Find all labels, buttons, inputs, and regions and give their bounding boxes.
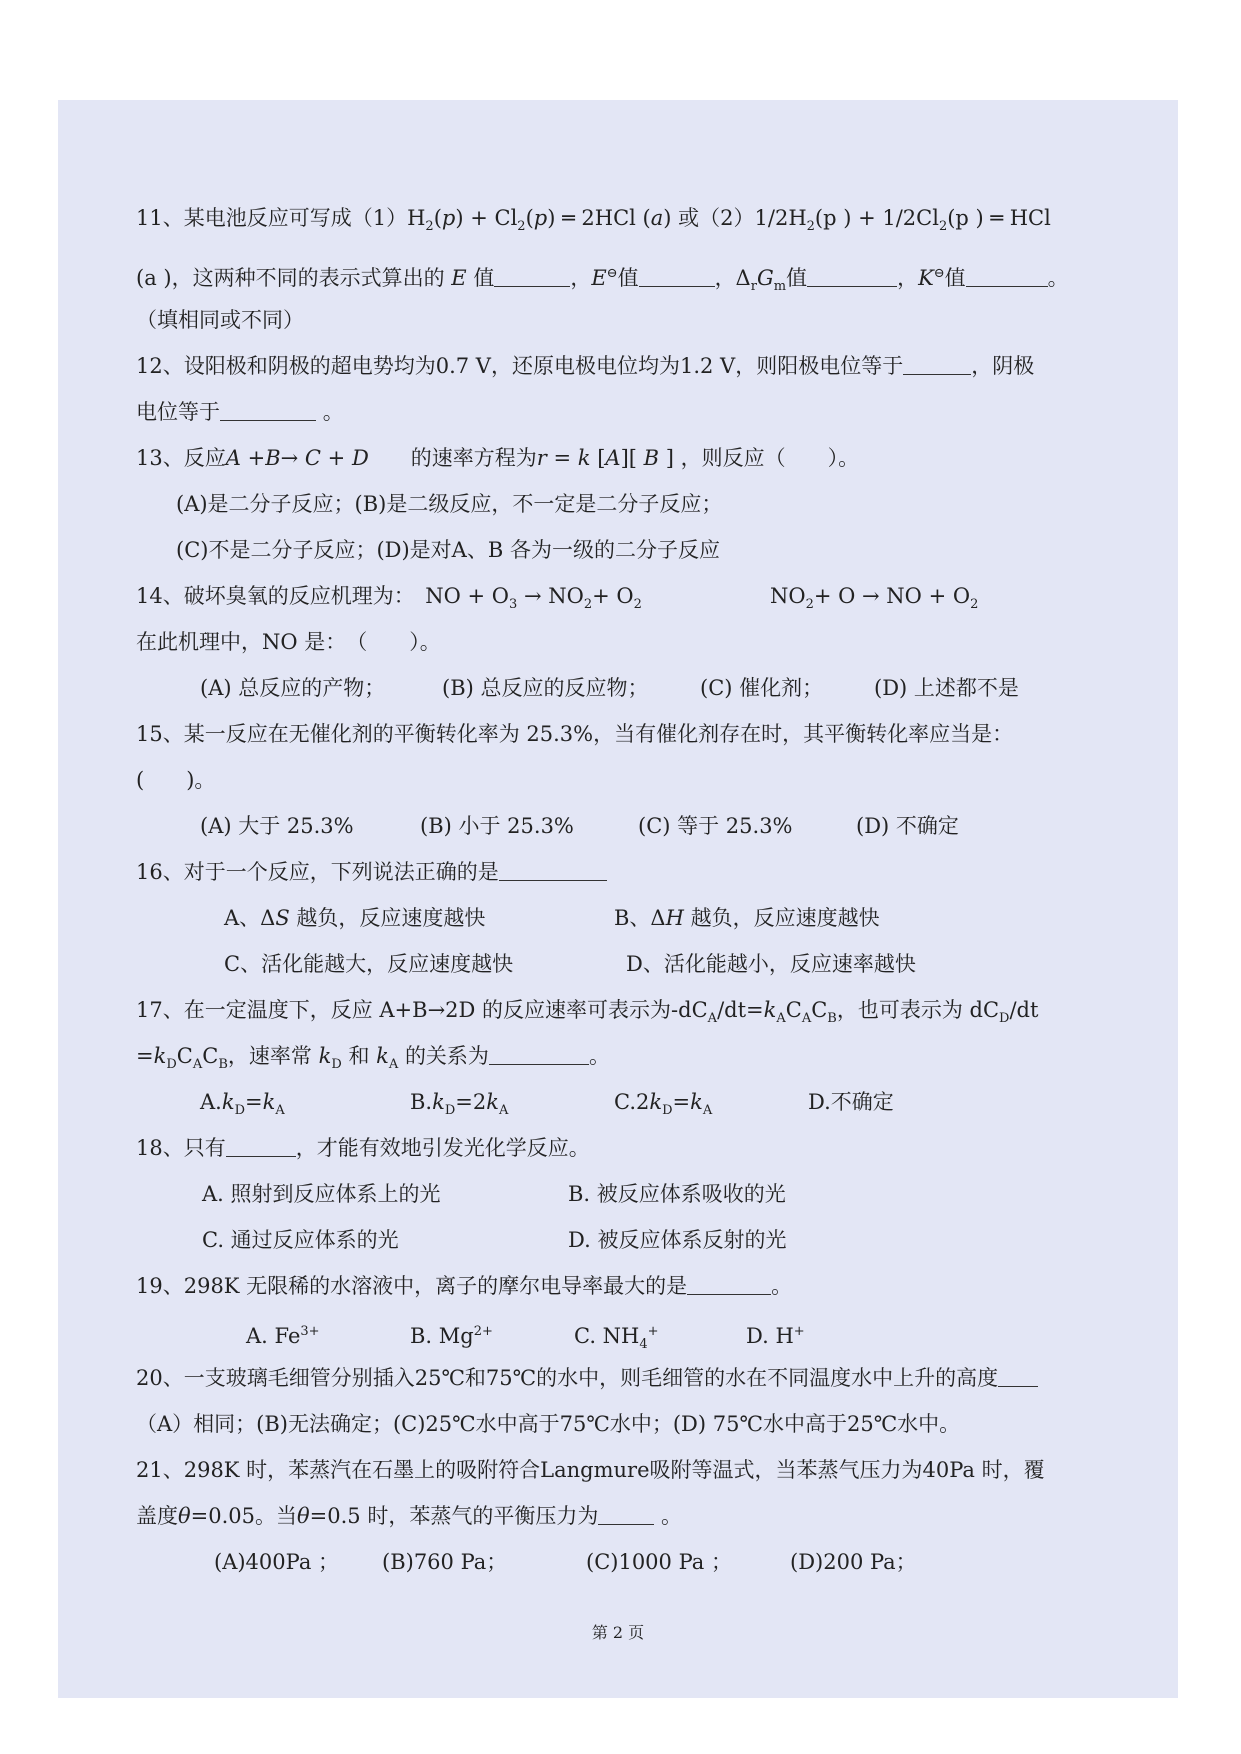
q16-text: 16、对于一个反应，下列说法正确的是 <box>136 860 499 884</box>
q16-stem <box>136 858 607 886</box>
q20-options: （A）相同；(B)无法确定；(C)25℃水中高于75℃水中；(D) 75℃水中高于25℃水中。 <box>136 1412 961 1436</box>
answer-blank[interactable] <box>903 354 971 375</box>
q12-text: 电位等于 <box>136 400 220 424</box>
q11-text: (a )，这两种不同的表示式算出的 <box>136 266 445 290</box>
q17-text: 。 <box>588 1044 610 1068</box>
page-content <box>58 100 1178 1698</box>
q11-text: 值 <box>617 266 639 290</box>
q12-text: ，阴极 <box>971 354 1035 378</box>
q11-text: (p ) + 1/2Cl <box>814 206 939 230</box>
q11-text: 11、某电池反应可写成（1） <box>136 206 408 230</box>
q21-text: 。 <box>661 1504 683 1528</box>
q17-text: C.2 <box>614 1090 650 1114</box>
q17-text: ，速率常 <box>227 1044 312 1068</box>
q14-option-c[interactable]: (C) 催化剂； <box>700 676 824 700</box>
q16-option-c[interactable]: C、活化能越大，反应速度越快 <box>224 952 514 976</box>
q21-option-a[interactable]: (A)400Pa ； <box>214 1550 340 1574</box>
q17-text: = <box>136 1044 154 1068</box>
q18-text: 18、只有 <box>136 1136 226 1160</box>
q21-option-d[interactable]: (D)200 Pa； <box>790 1550 917 1574</box>
q11-text: 。 <box>1047 266 1069 290</box>
q17-line2: $=k_DC_AC_B$，速率常 $k_D$ 和 $k_A$ 的关系为 。 <box>136 1044 610 1073</box>
answer-blank[interactable] <box>598 1504 654 1525</box>
q13-text: ，则反应（ ）。 <box>680 446 860 470</box>
q19-option-a[interactable]: A. $Fe^{3+}$ <box>246 1324 320 1348</box>
q11-text: 或（2）1/2H <box>678 206 807 230</box>
q16-option-b[interactable]: B、ΔH 越负，反应速度越快 <box>614 906 880 930</box>
page-number: 第 2 页 <box>591 1623 645 1642</box>
q19-option-b[interactable]: B. $Mg^{2+}$ <box>410 1324 493 1348</box>
q17-text: 的关系为 <box>404 1044 489 1068</box>
q15-stem: 15、某一反应在无催化剂的平衡转化率为 25.3%，当有催化剂存在时，其平衡转化率应当是： <box>136 722 1014 746</box>
q17-text: /dt <box>1009 998 1039 1022</box>
q15-paren: ( )。 <box>136 768 216 792</box>
q19-stem <box>136 1272 792 1300</box>
answer-blank[interactable] <box>966 266 1048 287</box>
q18-text: ，才能有效地引发光化学反应。 <box>295 1136 590 1160</box>
answer-blank[interactable] <box>494 266 570 287</box>
q12-line1 <box>136 352 1034 380</box>
q19-option-c[interactable]: C. $NH_4^+$ <box>574 1324 659 1353</box>
q15-option-d[interactable]: (D) 不确定 <box>856 814 959 838</box>
q17-option-d[interactable]: D.不确定 <box>808 1090 894 1114</box>
q21-text: =0.05。当 <box>190 1504 298 1528</box>
q16-text: 越负，反应速度越快 <box>690 906 880 930</box>
q17-text: 和 <box>348 1044 370 1068</box>
q19-text: D. H <box>746 1324 794 1348</box>
q16-option-d[interactable]: D、活化能越小，反应速率越快 <box>626 952 916 976</box>
q17-text: /dt= <box>717 998 764 1022</box>
q14-question: 在此机理中，NO 是： （ ）。 <box>136 630 441 654</box>
q12-text: 12、设阳极和阴极的超电势均为0.7 V，还原电极电位均为1.2 V，则阳极电位等于 <box>136 354 904 378</box>
q11-hint: （填相同或不同） <box>136 308 304 332</box>
q21-stem-line1: 21、298K 时，苯蒸汽在石墨上的吸附符合Langmure吸附等温式，当苯蒸气压力为40Pa 时，覆 <box>136 1458 1045 1482</box>
q18-option-d[interactable]: D. 被反应体系反射的光 <box>568 1228 787 1252</box>
q16-text: A、Δ <box>224 906 276 930</box>
q17-option-a[interactable]: $A.k_D=k_A$ <box>200 1090 285 1119</box>
q15-option-a[interactable]: (A) 大于 25.3% <box>200 814 354 838</box>
q17-text: ，也可表示为 dC <box>836 998 1000 1022</box>
q14-option-a[interactable]: (A) 总反应的产物； <box>200 676 386 700</box>
q11-line2: (a )，这两种不同的表示式算出的 E 值 ，E⊖值 ，$\Delta_rG_m$值 ，K⊖值 。 <box>136 266 1069 295</box>
q18-stem <box>136 1134 590 1162</box>
q21-option-b[interactable]: (B)760 Pa； <box>382 1550 508 1574</box>
q11-text: 值 <box>473 266 495 290</box>
q14-option-b[interactable]: (B) 总反应的反应物； <box>442 676 649 700</box>
q11-text: 值 <box>944 266 966 290</box>
answer-blank[interactable] <box>499 860 607 881</box>
answer-blank[interactable] <box>639 266 715 287</box>
q11-text: 值 <box>786 266 808 290</box>
q17-option-b[interactable]: $B.k_D=2k_A$ <box>410 1090 509 1119</box>
q20-text: 20、一支玻璃毛细管分别插入25℃和75℃的水中，则毛细管的水在不同温度水中上升的高度 <box>136 1366 999 1390</box>
q13-text: 的速率方程为 <box>410 446 537 470</box>
q13-stem: 13、反应A +B→ C + D 的速率方程为r = k [A][ B ] ，则反应（ ）。 <box>136 446 860 470</box>
answer-blank[interactable] <box>998 1366 1038 1387</box>
q16-text: 越负，反应速度越快 <box>296 906 486 930</box>
q12-text: 。 <box>322 400 344 424</box>
q21-stem-line2: 盖度θ=0.05。当θ=0.5 时，苯蒸气的平衡压力为 。 <box>136 1504 683 1528</box>
answer-blank[interactable] <box>489 1044 589 1065</box>
q15-option-c[interactable]: (C) 等于 25.3% <box>638 814 793 838</box>
q20-stem <box>136 1364 1038 1392</box>
answer-blank[interactable] <box>807 266 897 287</box>
answer-blank[interactable] <box>226 1136 296 1157</box>
q14-text: 14、破坏臭氧的反应机理为： <box>136 584 405 608</box>
q19-text: 19、298K 无限稀的水溶液中，离子的摩尔电导率最大的是 <box>136 1274 688 1298</box>
exam-sheet <box>58 100 1178 1698</box>
q21-option-c[interactable]: (C)1000 Pa ； <box>586 1550 732 1574</box>
q13-text: 13、反应 <box>136 446 226 470</box>
q21-text: =0.5 时，苯蒸气的平衡压力为 <box>309 1504 599 1528</box>
q12-line2 <box>136 398 344 426</box>
q17-option-c[interactable]: $C.2k_D=k_A$ <box>614 1090 713 1119</box>
q16-option-a[interactable]: A、ΔS 越负，反应速度越快 <box>224 906 486 930</box>
q19-option-d[interactable]: D. H+ <box>746 1324 805 1348</box>
q19-text: C. NH <box>574 1324 640 1348</box>
q17-line1: 17、在一定温度下，反应 A+B→2D 的反应速率可表示为$-dC_A/dt=k_AC_AC_B$，也可表示为 $dC_D/dt$ <box>136 998 1039 1027</box>
q19-text: 。 <box>771 1274 793 1298</box>
q14-stem: 14、破坏臭氧的反应机理为： NO + $O_3 \to NO_2+ O_2$ <box>136 584 642 613</box>
q11-line1: 11、某电池反应可写成$(1)H_2(p) + Cl_2(p)$ ═ 2HCl (a) 或$(2)1/2H_2(p$ ) + $1/2Cl_2(p$ ) ═ HCl <box>136 206 1051 235</box>
q17-text: 17、在一定温度下，反应 A+B→2D 的反应速率可表示为-dC <box>136 998 708 1022</box>
q18-option-c[interactable]: C. 通过反应体系的光 <box>202 1228 399 1252</box>
q19-text: B. Mg <box>410 1324 474 1348</box>
q16-text: B、Δ <box>614 906 666 930</box>
answer-blank[interactable] <box>220 400 316 421</box>
q17-text: B. <box>410 1090 433 1114</box>
q11-text: (p ) ═ HCl <box>947 206 1051 230</box>
q14-mechanism-step2: $NO_2+ O$ → NO + $O_2$ <box>770 584 979 613</box>
q17-text: A. <box>200 1090 222 1114</box>
q18-option-b[interactable]: B. 被反应体系吸收的光 <box>568 1182 786 1206</box>
q13-options-2: (C)不是二分子反应；(D)是对A、B 各为一级的二分子反应 <box>176 538 720 562</box>
q15-option-b[interactable]: (B) 小于 25.3% <box>420 814 574 838</box>
q21-text: 盖度 <box>136 1504 178 1528</box>
q14-option-d[interactable]: (D) 上述都不是 <box>874 676 1019 700</box>
q18-option-a[interactable]: A. 照射到反应体系上的光 <box>202 1182 441 1206</box>
q13-options-1: (A)是二分子反应；(B)是二级反应，不一定是二分子反应； <box>176 492 723 516</box>
answer-blank[interactable] <box>687 1274 771 1295</box>
q19-text: A. Fe <box>246 1324 301 1348</box>
